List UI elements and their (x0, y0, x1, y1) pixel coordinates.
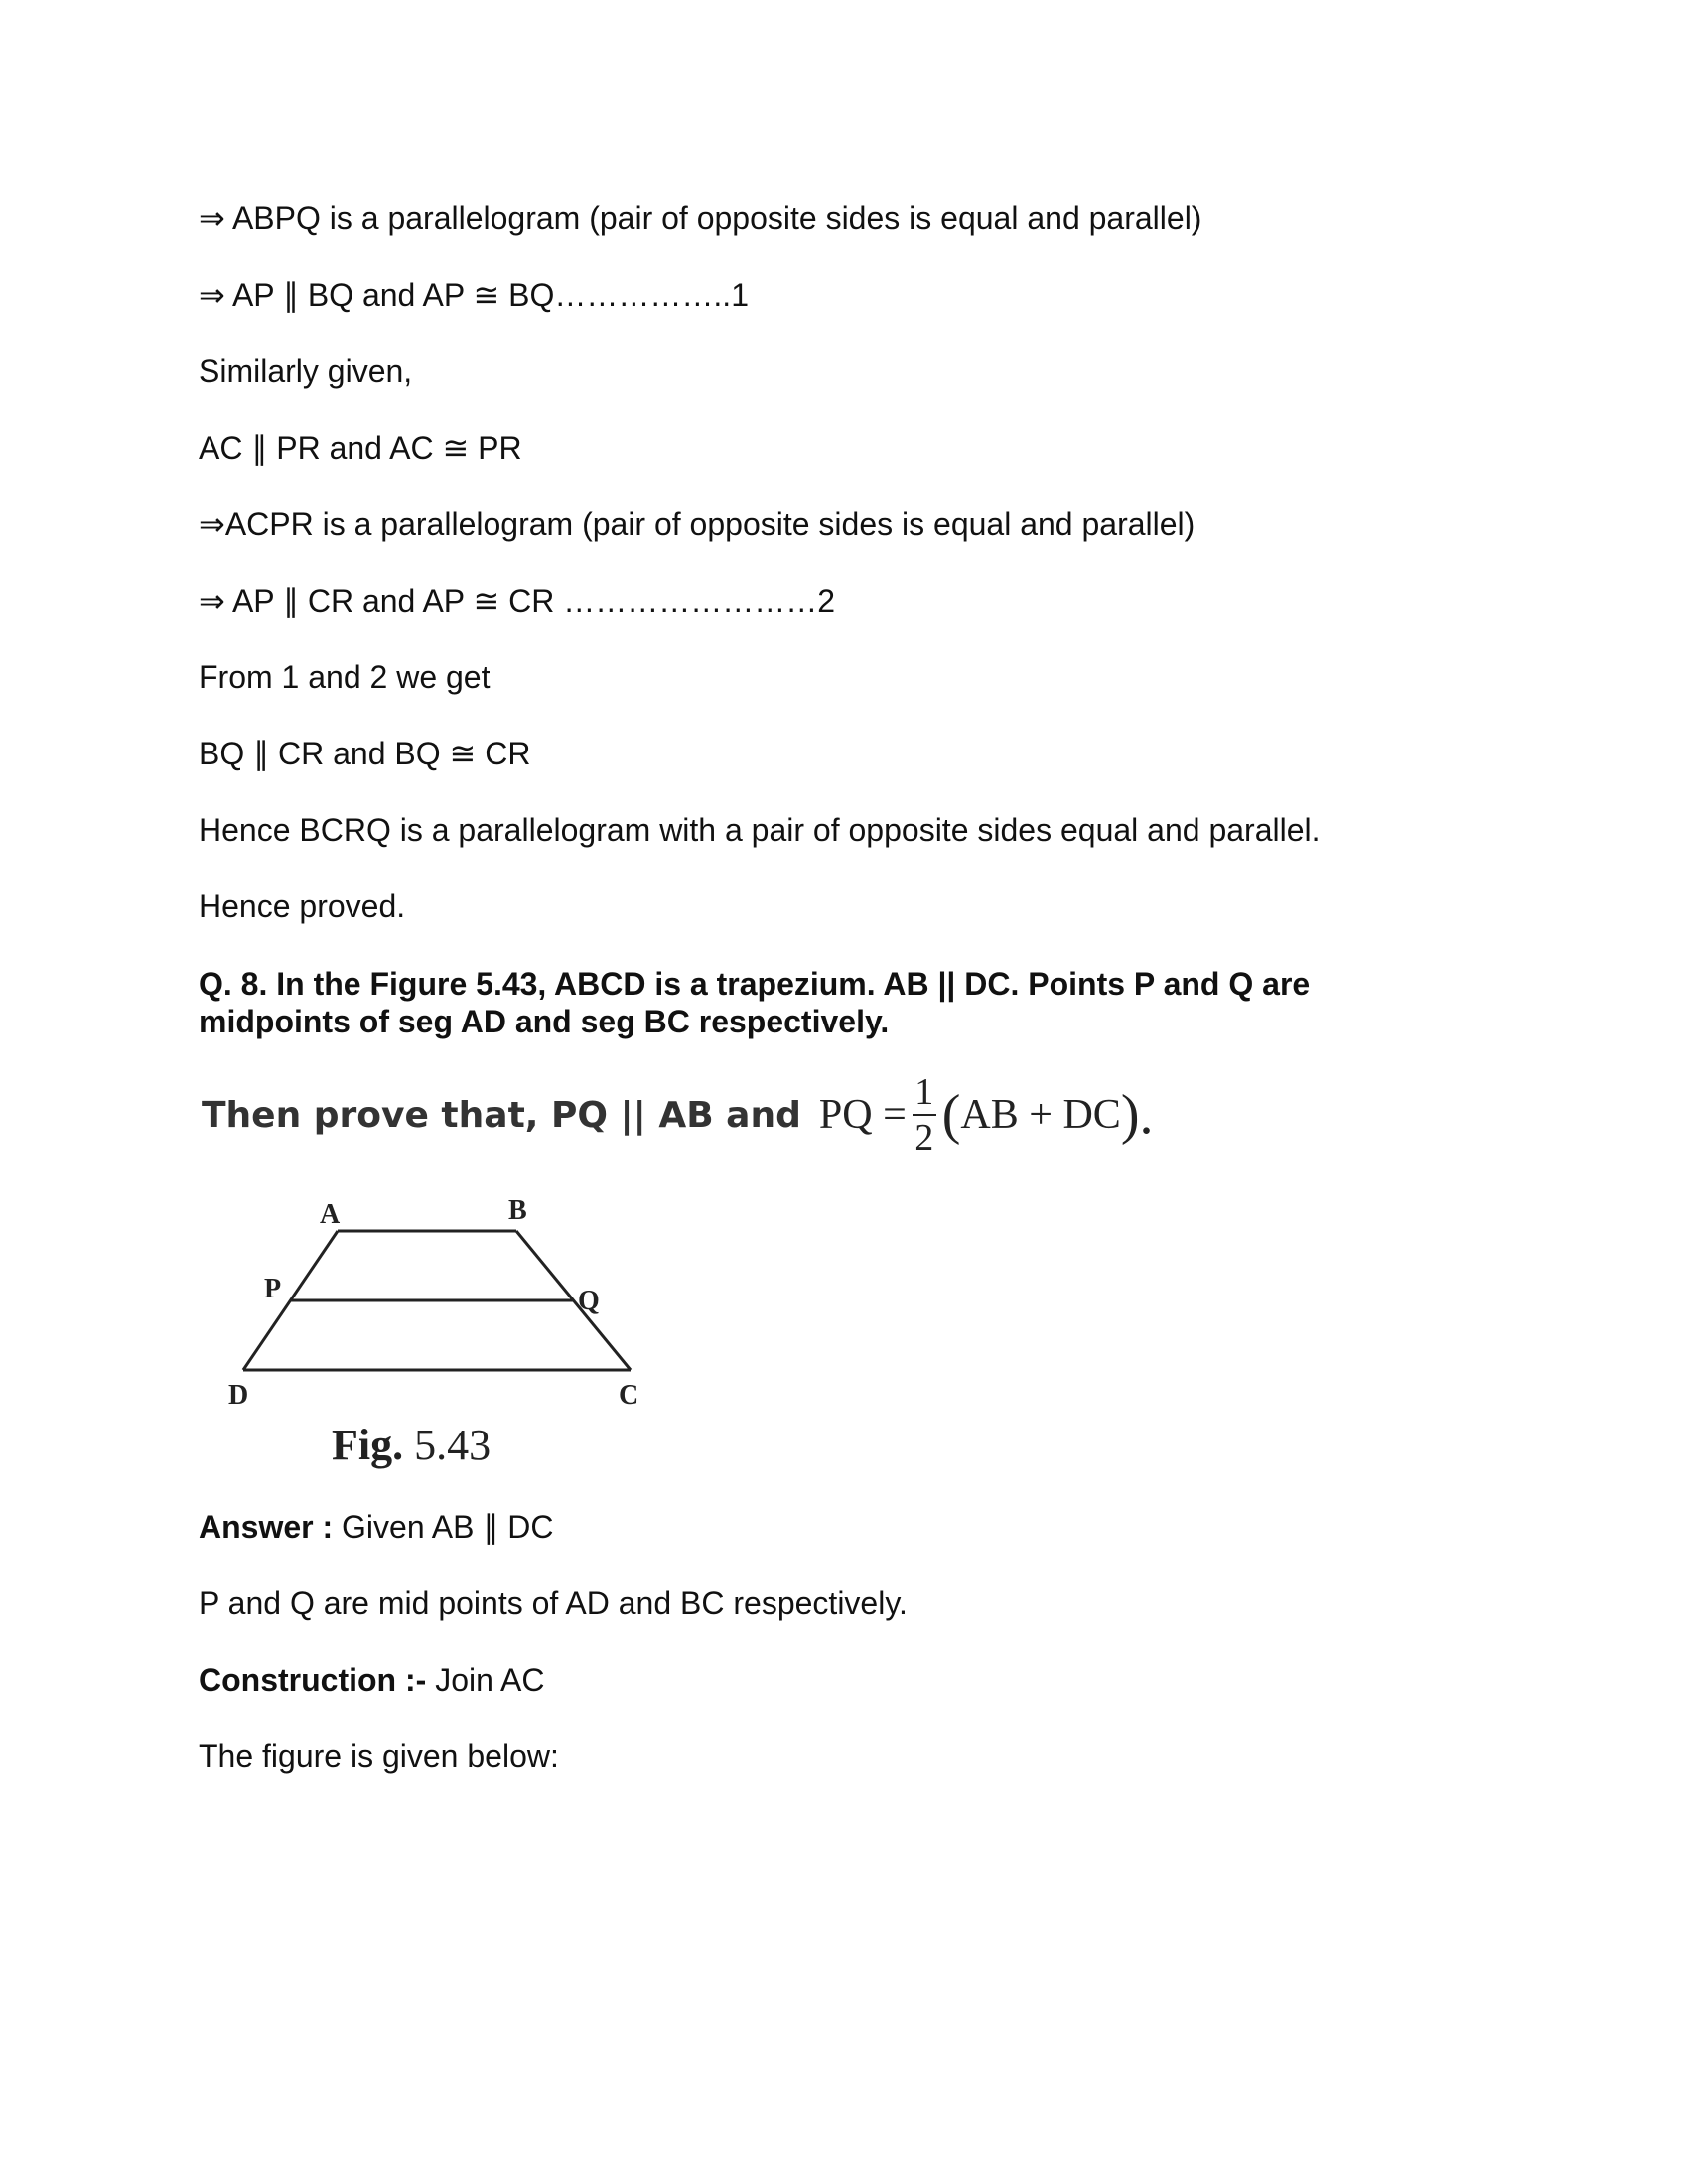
text-line-hence-bcrq: Hence BCRQ is a parallelogram with a pair of opposite sides equal and parallel. (199, 812, 1321, 848)
construction-text: Join AC (426, 1662, 545, 1698)
vertex-label-b: B (508, 1195, 527, 1226)
prove-text: Then prove that, PQ || AB and (202, 1094, 801, 1136)
text-line-hence-proved: Hence proved. (199, 888, 406, 924)
answer-text: Given AB ∥ DC (333, 1509, 554, 1545)
question-heading-line-2: midpoints of seg AD and seg BC respectively. (199, 1004, 890, 1039)
vertex-label-d: D (228, 1380, 249, 1411)
text-line-acpr-parallelogram: ⇒ACPR is a parallelogram (pair of opposite sides is equal and parallel) (199, 506, 1196, 542)
figure-caption (332, 1420, 491, 1470)
formula-lhs: PQ = (818, 1092, 907, 1138)
formula-numerator: 1 (914, 1071, 934, 1113)
text-line-abpq-parallelogram: ⇒ ABPQ is a parallelogram (pair of opposite sides is equal and parallel) (199, 201, 1202, 236)
text-line-similarly-given: Similarly given, (199, 353, 413, 389)
answer-line (199, 1507, 553, 1547)
text-line-from-1-and-2: From 1 and 2 we get (199, 659, 491, 695)
vertex-label-a: A (320, 1199, 341, 1230)
formula-fraction (913, 1072, 936, 1158)
construction-line (199, 1660, 544, 1700)
figure-caption-number: 5.43 (414, 1421, 492, 1469)
construction-label: Construction :- (199, 1662, 427, 1698)
prove-statement (202, 1060, 1153, 1169)
question-heading (199, 965, 1440, 1040)
answer-label: Answer : (199, 1509, 334, 1545)
text-line-ap-cr: ⇒ AP ∥ CR and AP ≅ CR ……………………2 (199, 583, 836, 618)
vertex-label-q: Q (578, 1286, 600, 1316)
vertex-label-p: P (264, 1274, 282, 1304)
formula-close-paren: ). (1120, 1084, 1154, 1146)
formula-denominator: 2 (914, 1117, 934, 1159)
formula-inner: AB + DC (960, 1092, 1121, 1138)
answer-midpoints-line: P and Q are mid points of AD and BC respectively. (199, 1585, 908, 1621)
text-line-ac-pr: AC ∥ PR and AC ≅ PR (199, 430, 522, 466)
question-heading-line-1: Q. 8. In the Figure 5.43, ABCD is a trapezium. AB || DC. Points P and Q are (199, 966, 1311, 1002)
vertex-label-c: C (619, 1380, 639, 1411)
fraction-bar (913, 1114, 936, 1116)
midsegment-formula (819, 1072, 1154, 1158)
figure-given-line: The figure is given below: (199, 1738, 559, 1774)
figure-caption-word: Fig. (332, 1421, 404, 1469)
text-line-ap-bq: ⇒ AP ∥ BQ and AP ≅ BQ……………..1 (199, 277, 749, 313)
formula-open-paren: ( (941, 1084, 961, 1146)
text-line-bq-cr: BQ ∥ CR and BQ ≅ CR (199, 736, 531, 771)
